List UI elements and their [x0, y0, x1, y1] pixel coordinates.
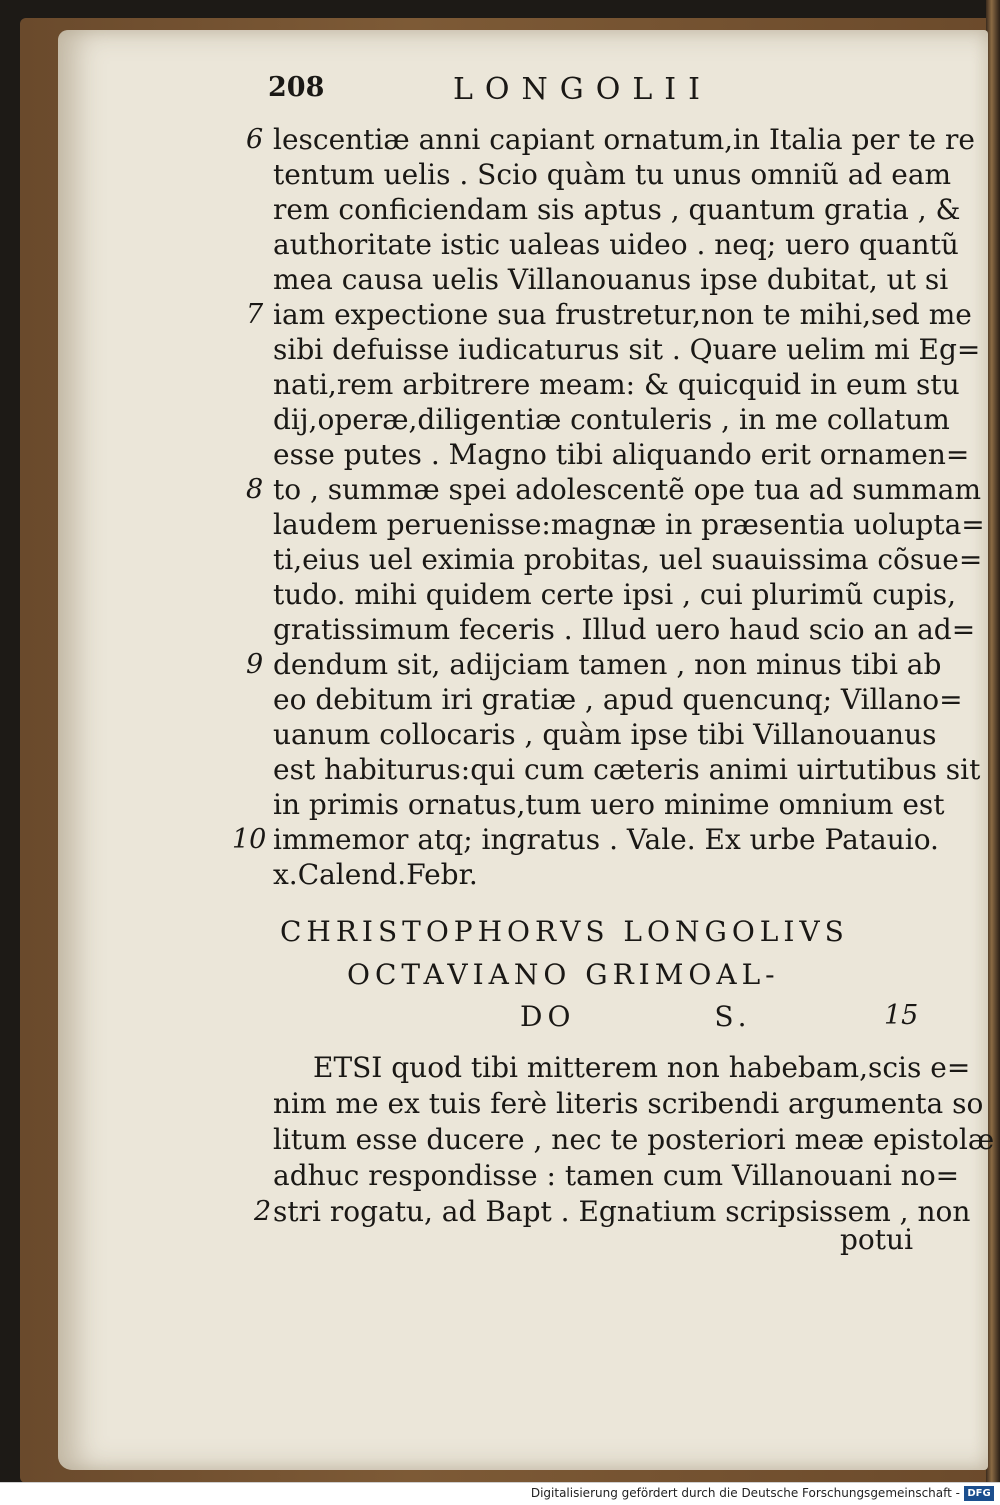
text-line: adhuc respondisse : tamen cum Villanouani no= [273, 1159, 960, 1192]
text-line: gratissimum feceris . Illud uero haud scio an ad= [273, 613, 976, 646]
text-line: nim me ex tuis ferè literis scribendi argumenta so [273, 1087, 984, 1120]
text-line: to , summæ spei adolescentẽ ope tua ad summam [273, 473, 982, 506]
book-edge [986, 0, 1000, 1505]
text-line: tudo. mihi quidem certe ipsi , cui plurimũ cupis, [273, 578, 957, 611]
running-head: LONGOLII [453, 72, 712, 107]
text-line: laudem peruenisse:magnæ in præsentia uolupta= [273, 508, 985, 541]
text-line: stri rogatu, ad Bapt . Egnatium scripsissem , non [273, 1195, 971, 1228]
text-line: litum esse ducere , nec te posteriori meæ epistolæ [273, 1123, 995, 1156]
text-line: tentum uelis . Scio quàm tu unus omniũ ad eam [273, 158, 952, 191]
margin-marker: 15 [884, 1000, 919, 1031]
letter-heading: OCTAVIANO GRIMOAL- [347, 958, 780, 991]
text-line: nati,rem arbitrere meam: & quicquid in eum stu [273, 368, 960, 401]
text-line: esse putes . Magno tibi aliquando erit ornamen= [273, 438, 970, 471]
text-line: authoritate istic ualeas uideo . neq; uero quantũ [273, 228, 959, 261]
catchword: potui [840, 1223, 914, 1256]
text-line: sibi defuisse iudicaturus sit . Quare uelim mi Eg= [273, 333, 981, 366]
margin-marker: 9 [246, 649, 264, 680]
text-line: uanum collocaris , quàm ipse tibi Villanouanus [273, 718, 937, 751]
text-line: dij,operæ,diligentiæ contuleris , in me collatum [273, 403, 950, 436]
text-line: dendum sit, adijciam tamen , non minus tibi ab [273, 648, 942, 681]
text-line: eo debitum iri gratiæ , apud quencunq; Villano= [273, 683, 963, 716]
text-line: est habiturus:qui cum cæteris animi uirtutibus sit [273, 753, 981, 786]
dfg-logo-icon: DFG [964, 1486, 994, 1501]
text-line: rem conficiendam sis aptus , quantum gratia , & [273, 193, 961, 226]
letter-heading: DO S. [520, 1000, 752, 1033]
margin-marker: 7 [246, 299, 264, 330]
text-line: in primis ornatus,tum uero minime omnium est [273, 788, 945, 821]
footer-text: Digitalisierung gefördert durch die Deutsche Forschungsgemeinschaft - [530, 1486, 960, 1500]
text-line: lescentiæ anni capiant ornatum,in Italia per te re [273, 123, 975, 156]
margin-marker: 2 [254, 1196, 272, 1227]
text-line: x.Calend.Febr. [273, 858, 478, 891]
text-line: mea causa uelis Villanouanus ipse dubitat, ut si [273, 263, 949, 296]
page-number: 208 [268, 72, 325, 103]
margin-marker: 10 [232, 824, 267, 855]
margin-marker: 6 [246, 124, 264, 155]
text-line: ti,eius uel eximia probitas, uel suauissima cõsue= [273, 543, 983, 576]
page-header [268, 72, 788, 112]
letter-heading: CHRISTOPHORVS LONGOLIVS [280, 915, 849, 948]
text-line: ETSI quod tibi mitterem non habebam,scis e= [313, 1051, 971, 1084]
digitization-footer [0, 1482, 1000, 1505]
text-line: immemor atq; ingratus . Vale. Ex urbe Patauio. [273, 823, 939, 856]
margin-marker: 8 [246, 474, 264, 505]
text-line: iam expectione sua frustretur,non te mihi,sed me [273, 298, 972, 331]
